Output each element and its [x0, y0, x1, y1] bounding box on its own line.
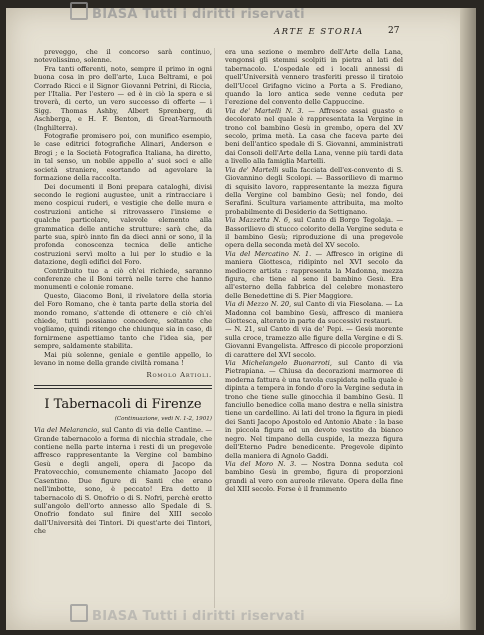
- entry-location: Via Michelangelo Buonarroti,: [225, 359, 339, 368]
- right-entries: [225, 48, 403, 494]
- paragraph: Contribuito tuo a ciò ch'ei richiede, saranno conferenze che il Boni terrà nelle terre che hanno monumenti e colonie romane.: [34, 266, 212, 292]
- entry-text: sulla facciata dell'ex-convento di S. Giovannino degli Scolopi. — Bassorilievo di marmo di squisito lavoro, rappresentante la mezza figura della Vergine col bambino Gesù; nel fondo, dei Serafini. Scultura variamente attribuita, ma molto probabilmente di Desiderio da Settignano.: [225, 165, 404, 216]
- tabernacle-entry: [225, 166, 403, 216]
- biasa-logo-icon: [70, 604, 88, 622]
- left-paragraphs: [34, 48, 212, 367]
- entry-location: Via de' Martelli N. 3.: [225, 106, 309, 115]
- tabernacle-entry: [225, 325, 403, 359]
- entry-location: Via Mazzetta N. 6,: [225, 216, 294, 225]
- entry-location: Via del Melarancio,: [34, 426, 102, 435]
- entry-location: Via del Moro N. 3.: [225, 459, 301, 468]
- tabernacle-entry: [225, 300, 403, 325]
- tabernacle-entry: [225, 216, 403, 250]
- paragraph: Fra tanti offerenti, noto, sempre il primo in ogni buona cosa in pro dell'arte, Luca Beltrami, e poi Corrado Ricci e il Signor Giovanni Petrini, di Riccia, per l'Italia. Per l'estero — ed è in ciò la spera e si troverà, di certo, un vero successo di offerte — i Sigg. Thomas Ashby, Albert Sprenberg, di Aschberga, e H. F. Benton, di Great-Yarmouth (Inghilterra).: [34, 64, 212, 132]
- entry-text: sul Canto di Borgo Tegolaja. — Bassorilievo di stucco colorito della Vergine seduta e il bambino Gesù; riproduzione di una pregevole opera della seconda metà del XV secolo.: [225, 216, 403, 250]
- paragraph: Fotografie promisero poi, con munifico esempio, le case editrici fotografiche Alinari, Anderson e Brogi ; e la Società Fotografica Italiana, ha diretto, in tal senso, un nobile appello a' suoi soci e alle società straniere, esortando ad agevolare la formazione della raccolta.: [34, 132, 212, 183]
- paragraph: Mai più solenne, geniale e gentile appello, lo levano in nome della grande civiltà romana !: [34, 350, 212, 368]
- entry-text: — Affresco in origine di maniera Giottesca, ridipinto nel XVI secolo da mediocre artista : rappresenta la Madonna, mezza figura, che tiene al seno il bambino Gesù. Era all'esterno della fabbrica del celebre monastero delle Benedettine di S. Pier Maggiore.: [225, 249, 403, 300]
- left-column: [34, 48, 212, 536]
- tabernacle-entry: [34, 426, 212, 535]
- entry-text: sul Canto di via delle Cantine. — Grande tabernacolo a forma di nicchia stradale, che contiene nella parte interna i resti di un pregevole affresco rappresentante la Vergine col bambino Gesù e degli angeli, opera di Jacopo da Pratovecchio, comunemente chiamato Jacopo del Casentino. Due figure di Santi che erano nell'imbotte, sono, è peccato! Era detto il tabernacolo di S. Onofrio o di S. Nofri, perchè eretto sull'angolo dell'orto annesso allo Spedale di S. Onofrio fondato sul finire del XIII secolo dall'Università dei Tintori. Di quest'arte dei Tintori, che: [34, 426, 212, 536]
- entry-text: sul Canto di via Pietrapiana. — Chiusa da decorazioni marmoree di moderna fattura è una tavola cuspidata nella quale è dipinta a tempera in fondo d'oro la Vergine seduta in trono che tiene sulle ginocchia il bambino Gesù. Il fanciullo benedice colla mano destra e nella sinistra tiene un cardellino. Ai lati del trono la figura in piedi dei Santi Jacopo Apostolo ed Antonio Abate : la base in piccola figura ed un devoto vestito da bianco negro. Nel timpano della cuspide, la mezza figura dell'Eterno Padre benedicente. Pregevole dipinto della maniera di Agnolo Gaddi.: [225, 359, 403, 460]
- tabernacle-entry: [225, 250, 403, 300]
- tabernacle-entry: [225, 48, 403, 107]
- watermark-top-text: BIASA Tutti i diritti riservati: [92, 7, 305, 22]
- page-edge: [460, 8, 476, 630]
- page-number: 27: [388, 26, 400, 36]
- column-divider: [214, 48, 215, 608]
- entry-location: Via del Mercatino N. 1.: [225, 249, 316, 258]
- entry-location: Via di Mezzo N. 20,: [225, 300, 294, 309]
- right-column: [225, 48, 403, 494]
- biasa-logo-icon: [70, 2, 88, 20]
- entry-text: sul Canto di via Fiesolana. — La Madonna col bambino Gesù, affresco di maniera Giottesca, alterato in parte da successivi restauri.: [225, 300, 403, 325]
- paragraph: Questo, Giacomo Boni, il rivelatore della storia del Foro Romano, che è tanta parte della storia del mondo romano, s'attende di ottenere e ciò ch'ei chiede, tutti possiamo concedere, soltanto che vogliamo, quindi ritengo che chiunque sia in caso, di fornirmene aspettiamo tanto che l'idea sia, per sempre, saldamente stabilita.: [34, 291, 212, 351]
- tabernacle-entry: [225, 359, 403, 460]
- entry-location: Via de' Martelli: [225, 165, 282, 174]
- watermark-bottom: [70, 604, 320, 624]
- tabernacle-entry: [225, 107, 403, 166]
- watermark-top: [70, 2, 320, 22]
- entry-text: era una sezione o membro dell'Arte della Lana, vengonsi gli stemmi scolpiti in pietra al lati del tabernacolo. L'ospedale ed i locali annessi di quell'Università vennero trasferiti presso il tiratoio dell'Uccel Grifagno vicino a Porta a S. Frediano, quando la loro antica sede venne ceduta per l'erezione del convento delle Cappuccine.: [225, 48, 403, 107]
- article-title: I Tabernacoli di Firenze: [44, 396, 202, 412]
- entry-text: — N. 21, sul Canto di via de' Pepi. — Gesù morente sulla croce, tramezzo alle figure della Vergine e di S. Giovanni Evangelista. Affresco di piccole proporzioni di carattere del XVI secolo.: [225, 325, 403, 359]
- entry-text: — Affresco assai guasto e decolorato nel quale è rappresentata la Vergine in trono col bambino Gesù in grembo, opera del XV secolo, prima metà. La casa che faceva parte dei beni dell'antico spedale di S. Giovanni, amministrati dai Consoli dell'Arte della Lana, venne più tardi data a livello alla famiglia Martelli.: [225, 106, 403, 166]
- entry-text: — Nostra Donna seduta col bambino Gesù in grembo, figura di proporzioni grandi al vero con aureole rilevate. Opera della fine del XIII secolo. Forse è il frammento: [225, 459, 404, 494]
- running-head: ARTE E STORIA: [274, 27, 364, 37]
- watermark-bottom-text: BIASA Tutti i diritti riservati: [92, 609, 305, 624]
- section-rule: [34, 385, 212, 389]
- tabernacle-entry: [225, 460, 403, 494]
- left-entries: [34, 426, 212, 535]
- paragraph: Dei documenti il Boni prepara cataloghi, divisi secondo le regioni augustee, unit a rintracciare i meno cospicui ruderi, e vestigie che delle mura e costruzioni antiche si ritrovassero l'insieme e qualche particolare, valevole elemento alla grammatica delle antiche strutture: sarà che, da parte sua, spirò innto fin da dieci anni or sono, il la profonda conoscenza tecnica delle antiche costruzioni servì molto a lui per lo studio e la datazione, degli edifici del Foro.: [34, 182, 212, 267]
- continuation-note: (Continuazione, vedi N. 1-2, 1901): [114, 415, 212, 422]
- article-signature: Romolo Artioli.: [146, 371, 212, 380]
- paragraph: preveggo, che il concorso sarà continuo, notevolissimo, solenne.: [34, 48, 212, 65]
